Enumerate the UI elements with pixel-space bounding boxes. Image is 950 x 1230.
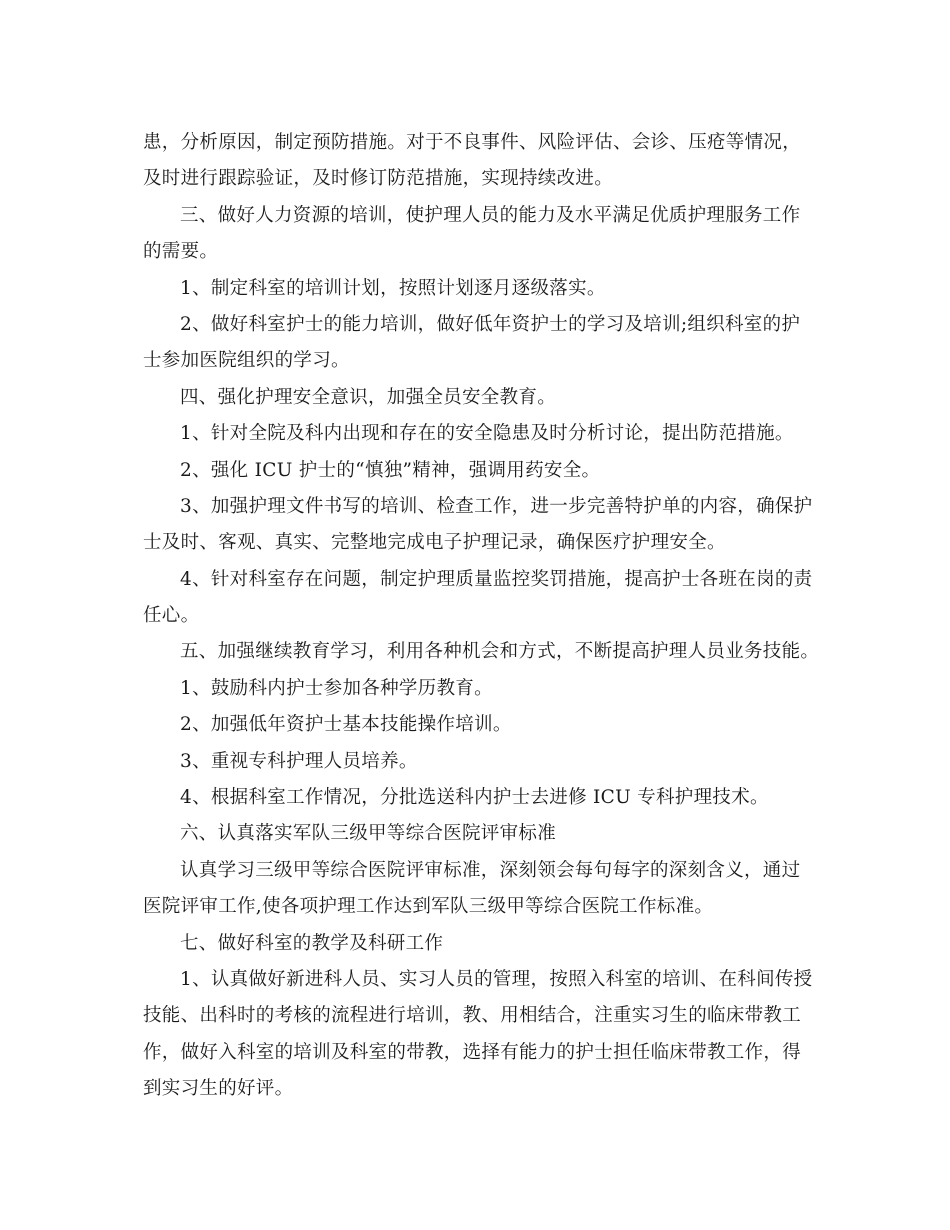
text-line: 1、鼓励科内护士参加各种学历教育。 bbox=[180, 677, 493, 699]
text-line: 及时进行跟踪验证，及时修订防范措施，实现持续改进。 bbox=[143, 168, 614, 190]
text-line: 四、强化护理安全意识，加强全员安全教育。 bbox=[180, 386, 557, 408]
text-line: 六、认真落实军队三级甲等综合医院评审标准 bbox=[180, 823, 557, 845]
text-line: 2、做好科室护士的能力培训，做好低年资护士的学习及培训;组织科室的护 bbox=[180, 313, 801, 335]
text-line: 到实习生的好评。 bbox=[143, 1078, 294, 1100]
text-line: 作，做好入科室的培训及科室的带教，选择有能力的护士担任临床带教工作，得 bbox=[143, 1041, 802, 1063]
text-line: 1、认真做好新进科人员、实习人员的管理，按照入科室的培训、在科间传授 bbox=[180, 968, 813, 990]
text-line: 的需要。 bbox=[143, 241, 219, 263]
text-line: 4、根据科室工作情况，分批选送科内护士去进修 ICU 专科护理技术。 bbox=[180, 787, 769, 809]
text-line: 2、加强低年资护士基本技能操作培训。 bbox=[180, 714, 512, 736]
text-line: 七、做好科室的教学及科研工作 bbox=[180, 932, 444, 954]
text-line: 医院评审工作,使各项护理工作达到军队三级甲等综合医院工作标准。 bbox=[143, 896, 714, 918]
text-line: 任心。 bbox=[143, 605, 200, 627]
text-line: 技能、出科时的考核的流程进行培训，教、用相结合，注重实习生的临床带教工 bbox=[143, 1005, 802, 1027]
text-line: 士及时、客观、真实、完整地完成电子护理记录，确保医疗护理安全。 bbox=[143, 532, 726, 554]
text-line: 三、做好人力资源的培训，使护理人员的能力及水平满足优质护理服务工作 bbox=[180, 204, 801, 226]
text-line: 患，分析原因，制定预防措施。对于不良事件、风险评估、会诊、压疮等情况， bbox=[143, 132, 802, 153]
text-line: 4、针对科室存在问题，制定护理质量监控奖罚措施，提高护士各班在岗的责 bbox=[180, 568, 813, 590]
text-line: 五、加强继续教育学习，利用各种机会和方式，不断提高护理人员业务技能。 bbox=[180, 641, 820, 663]
text-line: 3、加强护理文件书写的培训、检查工作，进一步完善特护单的内容，确保护 bbox=[180, 495, 813, 517]
text-line: 1、制定科室的培训计划，按照计划逐月逐级落实。 bbox=[180, 277, 606, 299]
text-line: 2、强化 ICU 护士的“慎独”精神，强调用药安全。 bbox=[180, 459, 601, 481]
text-line: 1、针对全院及科内出现和存在的安全隐患及时分析讨论，提出防范措施。 bbox=[180, 423, 794, 445]
text-line: 士参加医院组织的学习。 bbox=[143, 350, 350, 372]
text-line: 3、重视专科护理人员培养。 bbox=[180, 750, 418, 772]
document-body bbox=[143, 125, 820, 1108]
text-line: 认真学习三级甲等综合医院评审标准，深刻领会每句每字的深刻含义，通过 bbox=[180, 859, 801, 881]
